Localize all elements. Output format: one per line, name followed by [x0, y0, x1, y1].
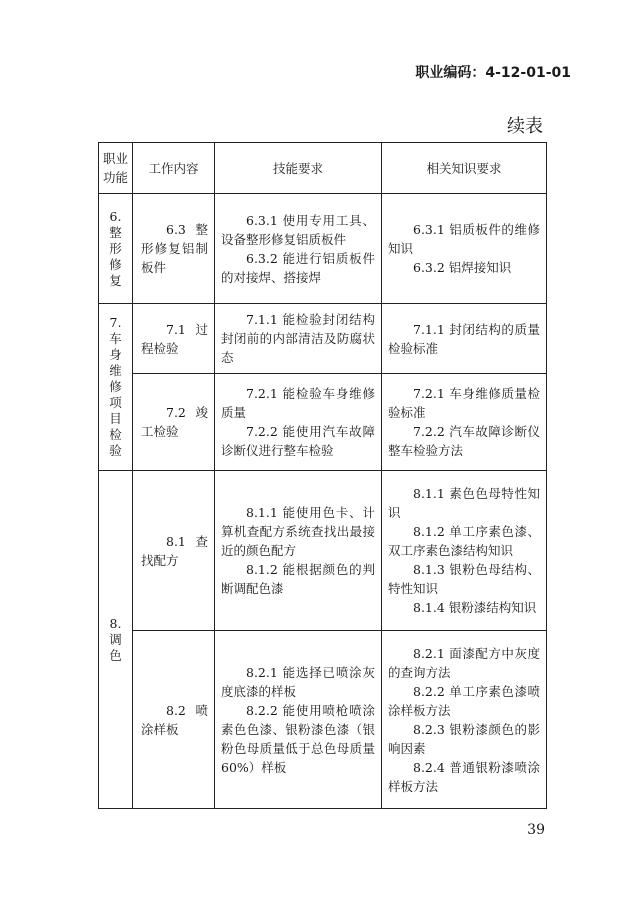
work-content-text: 6.3 整形修复铝制板件 [141, 222, 208, 275]
work-content-cell [133, 194, 215, 304]
knowledge-item: 7.2.1 车身维修质量检验标准 [388, 386, 540, 420]
function-cell [99, 194, 133, 304]
knowledge-item: 8.2.4 普通银粉漆喷涂样板方法 [388, 759, 540, 794]
job-code: 职业编码：4-12-01-01 [415, 65, 571, 81]
knowledge-item: 8.1.1 素色色母特性知识 [388, 486, 540, 520]
header-function-line: 功能 [102, 170, 128, 185]
work-content-text: 8.2 喷涂样板 [141, 702, 208, 737]
function-char: 6. [109, 208, 122, 224]
function-char: 复 [109, 272, 122, 288]
function-char: 修 [109, 379, 122, 394]
work-content-text: 7.1 过程检验 [141, 321, 208, 356]
knowledge-item: 6.3.2 铝焊接知识 [413, 260, 512, 275]
knowledge-item: 8.2.3 银粉漆颜色的影响因素 [388, 721, 540, 756]
function-char: 身 [109, 347, 122, 362]
knowledge-item: 8.1.3 银粉色母结构、特性知识 [388, 562, 540, 596]
function-cell [99, 304, 133, 471]
continued-label: 续表 [507, 116, 543, 137]
function-char: 7. [109, 315, 122, 330]
work-content-text: 8.1 查找配方 [141, 533, 208, 568]
function-char: 验 [109, 443, 122, 458]
skill-item: 8.1.1 能使用色卡、计算机查配方系统查找出最接近的颜色配方 [221, 505, 375, 558]
table-row [99, 471, 547, 631]
header-knowledge: 相关知识要求 [382, 143, 547, 194]
skill-item: 8.2.1 能选择已喷涂灰度底漆的样板 [221, 664, 375, 699]
work-content-cell [133, 374, 215, 471]
knowledge-item: 8.1.4 银粉漆结构知识 [413, 600, 537, 615]
knowledge-item: 8.2.1 面漆配方中灰度的查询方法 [388, 645, 540, 680]
header-skills: 技能要求 [215, 143, 382, 194]
skill-cell [215, 631, 382, 809]
knowledge-cell [382, 304, 547, 374]
skill-cell [215, 194, 382, 304]
skill-item: 6.3.1 使用专用工具、设备整形修复铝质板件 [221, 212, 375, 247]
table-row [99, 374, 547, 471]
function-char: 调 [109, 631, 122, 647]
skill-item: 7.2.2 能使用汽车故障诊断仪进行整车检验 [221, 424, 375, 458]
function-char: 项 [109, 395, 122, 410]
knowledge-item: 6.3.1 铝质板件的维修知识 [388, 222, 540, 256]
table-row [99, 194, 547, 304]
table-row [99, 631, 547, 809]
skill-cell [215, 471, 382, 631]
work-content-text: 7.2 竣工检验 [141, 405, 208, 439]
skill-item: 6.3.2 能进行铝质板件的对接焊、搭接焊 [221, 250, 375, 285]
function-char: 8. [109, 615, 122, 631]
function-char: 检 [109, 427, 122, 442]
table-row [99, 304, 547, 374]
knowledge-cell [382, 471, 547, 631]
skill-item: 8.2.2 能使用喷枪喷涂素色色漆、银粉漆色漆（银粉色母质量低于总色母质量60%）样板 [221, 702, 375, 775]
work-content-cell [133, 631, 215, 809]
function-cell [99, 471, 133, 809]
function-char: 整 [109, 224, 122, 240]
knowledge-cell [382, 194, 547, 304]
knowledge-cell [382, 631, 547, 809]
requirements-table [98, 142, 547, 809]
knowledge-item: 8.1.2 单工序素色漆、双工序素色漆结构知识 [388, 524, 540, 558]
work-content-cell [133, 471, 215, 631]
header-function [99, 143, 133, 194]
page-number: 39 [527, 822, 545, 838]
skill-item: 7.2.1 能检验车身维修质量 [221, 386, 375, 420]
function-char: 修 [109, 256, 122, 272]
knowledge-item: 7.2.2 汽车故障诊断仪整车检验方法 [388, 424, 540, 458]
skill-cell [215, 374, 382, 471]
function-char: 色 [109, 647, 122, 663]
header-function-line: 职业 [102, 151, 128, 166]
knowledge-item: 7.1.1 封闭结构的质量检验标准 [388, 321, 540, 356]
knowledge-item: 8.2.2 单工序素色漆喷涂样板方法 [388, 683, 540, 718]
skill-item: 8.1.2 能根据颜色的判断调配色漆 [221, 562, 375, 596]
function-char: 形 [109, 240, 122, 256]
work-content-cell [133, 304, 215, 374]
function-char: 目 [109, 411, 122, 426]
function-char: 维 [109, 363, 122, 378]
table-header-row [99, 143, 547, 194]
header-work-content: 工作内容 [133, 143, 215, 194]
knowledge-cell [382, 374, 547, 471]
skill-item: 7.1.1 能检验封闭结构封闭前的内部清洁及防腐状态 [221, 312, 375, 365]
function-char: 车 [109, 331, 122, 346]
skill-cell [215, 304, 382, 374]
